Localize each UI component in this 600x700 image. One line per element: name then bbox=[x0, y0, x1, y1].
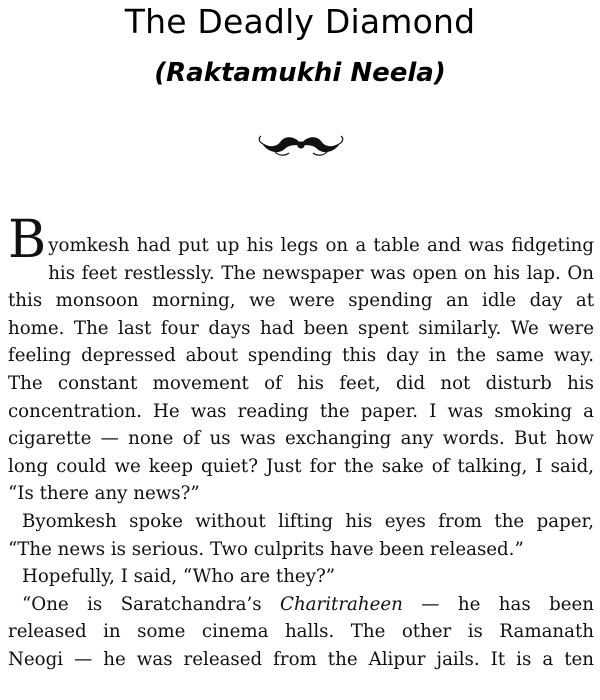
drop-cap: B bbox=[8, 210, 47, 270]
chapter-subtitle: (Raktamukhi Neela) bbox=[154, 58, 446, 88]
text-line bbox=[8, 591, 594, 619]
text-fragment: “One is Saratchandra’s bbox=[22, 593, 281, 615]
text-line: concentration. He was reading the paper. I was smoking a bbox=[8, 400, 594, 422]
text-line: released in some cinema halls. The other is Ramanath bbox=[8, 621, 594, 643]
text-line: Neogi — he was released from the Alipur jails. It is a ten bbox=[8, 648, 594, 670]
text-line: feeling depressed about spending this day in the same way. bbox=[8, 345, 594, 367]
story-body bbox=[8, 210, 594, 674]
text-line: long could we keep quiet? Just for the sake of talking, I said, bbox=[8, 455, 594, 477]
text-line: yomkesh had put up his legs on a table and was fidgeting bbox=[48, 235, 594, 256]
fleuron-ornament-icon bbox=[255, 128, 347, 162]
chapter-title: The Deadly Diamond bbox=[124, 2, 476, 41]
text-line: his feet restlessly. The newspaper was open on his lap. On bbox=[48, 262, 594, 284]
text-line: home. The last four days had been spent similarly. We were bbox=[8, 317, 594, 339]
text-line: The constant movement of his feet, did not disturb his bbox=[8, 372, 594, 394]
text-line: this monsoon morning, we were spending an idle day at bbox=[8, 290, 594, 312]
book-title-italic: Charitraheen bbox=[280, 593, 403, 615]
text-line: Hopefully, I said, “Who are they?” bbox=[22, 566, 336, 588]
text-fragment: — he has been bbox=[402, 593, 594, 615]
text-line: cigarette — none of us was exchanging any words. But how bbox=[8, 428, 594, 450]
text-line: Byomkesh spoke without lifting his eyes from the paper, bbox=[22, 510, 594, 532]
text-line: “The news is serious. Two culprits have been released.” bbox=[8, 538, 524, 560]
text-line: “Is there any news?” bbox=[8, 483, 200, 505]
